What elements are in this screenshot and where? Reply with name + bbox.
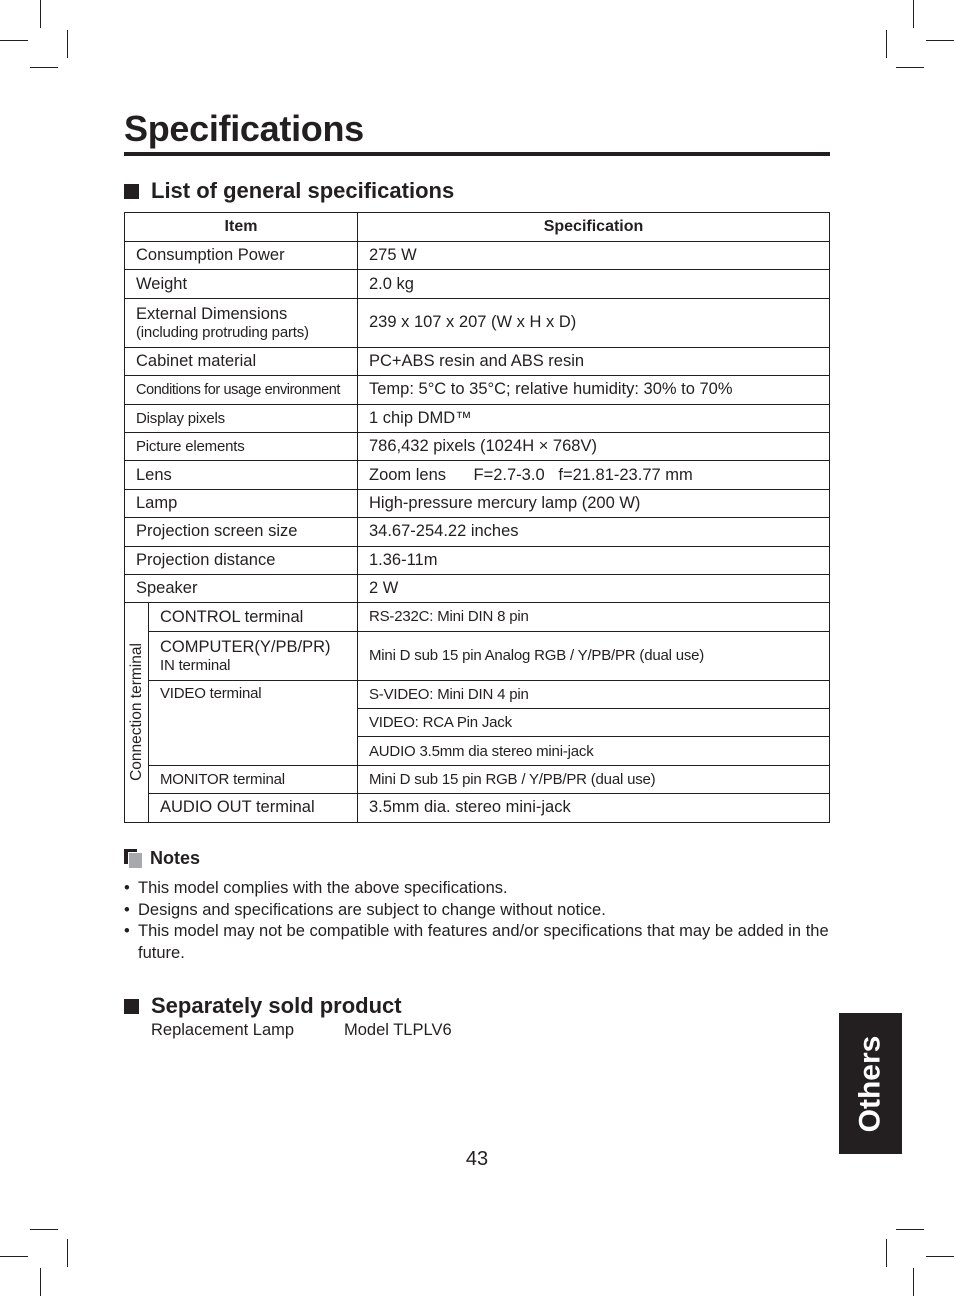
row-spec: S-VIDEO: Mini DIN 4 pin xyxy=(358,680,830,708)
table-row xyxy=(125,461,830,489)
crop-mark xyxy=(896,67,924,68)
crop-mark xyxy=(40,0,41,28)
row-spec: 2.0 kg xyxy=(358,270,830,298)
row-item: Display pixels xyxy=(125,404,358,432)
table-row xyxy=(125,603,830,631)
crop-mark xyxy=(67,1239,68,1267)
side-tab-label: Others xyxy=(853,1035,887,1132)
row-spec: 2 W xyxy=(358,574,830,602)
crop-mark xyxy=(0,1256,28,1257)
row-spec: High-pressure mercury lamp (200 W) xyxy=(358,489,830,517)
row-item: Lamp xyxy=(125,489,358,517)
row-item: Projection distance xyxy=(125,546,358,574)
row-item-cell xyxy=(149,631,358,680)
crop-mark xyxy=(30,67,58,68)
row-spec: 3.5mm dia. stereo mini-jack xyxy=(358,794,830,822)
section-heading-text: List of general specifications xyxy=(151,178,455,203)
side-tab-others xyxy=(839,1013,902,1154)
row-item-cell xyxy=(125,298,358,347)
row-item-sub: IN terminal xyxy=(160,656,231,674)
row-item: Weight xyxy=(125,270,358,298)
row-spec: 786,432 pixels (1024H × 768V) xyxy=(358,432,830,460)
table-row xyxy=(125,546,830,574)
row-spec: RS-232C: Mini DIN 8 pin xyxy=(358,603,830,631)
table-row xyxy=(125,680,830,708)
row-item: Picture elements xyxy=(125,432,358,460)
row-item: COMPUTER(Y/PB/PR) xyxy=(160,637,331,656)
square-bullet-icon xyxy=(124,184,139,199)
column-header-specification: Specification xyxy=(358,213,830,242)
row-spec: 1.36-11m xyxy=(358,546,830,574)
row-item: MONITOR terminal xyxy=(149,765,358,793)
connection-terminal-label: Connection terminal xyxy=(127,643,145,782)
crop-mark xyxy=(886,30,887,58)
title-rule xyxy=(124,152,830,156)
product-model: Model TLPLV6 xyxy=(344,1021,452,1039)
row-item: Speaker xyxy=(125,574,358,602)
crop-mark xyxy=(913,1268,914,1296)
square-bullet-icon xyxy=(124,999,139,1014)
row-spec: Zoom lens F=2.7-3.0 f=21.81-23.77 mm xyxy=(358,461,830,489)
crop-mark xyxy=(896,1229,924,1230)
notes-header xyxy=(124,848,200,869)
crop-mark xyxy=(926,1256,954,1257)
row-item: External Dimensions xyxy=(136,304,288,323)
crop-mark xyxy=(886,1239,887,1267)
row-spec: 34.67-254.22 inches xyxy=(358,518,830,546)
row-item-sub: (including protruding parts) xyxy=(136,323,309,341)
crop-mark xyxy=(913,0,914,28)
table-row xyxy=(125,765,830,793)
row-spec: 1 chip DMD™ xyxy=(358,404,830,432)
column-header-item: Item xyxy=(125,213,358,242)
row-item: Consumption Power xyxy=(125,242,358,270)
row-spec: PC+ABS resin and ABS resin xyxy=(358,347,830,375)
product-name: Replacement Lamp xyxy=(151,1021,295,1039)
list-item: • This model may not be compatible with features and/or specifications that may be added in the future. xyxy=(124,921,834,964)
row-item: AUDIO OUT terminal xyxy=(149,794,358,822)
table-row xyxy=(125,489,830,517)
table-row xyxy=(125,631,830,680)
row-item: VIDEO terminal xyxy=(149,680,358,765)
row-item: CONTROL terminal xyxy=(149,603,358,631)
crop-mark xyxy=(30,1229,58,1230)
table-row xyxy=(125,242,830,270)
row-spec: Temp: 5°C to 35°C; relative humidity: 30% to 70% xyxy=(358,376,830,404)
row-spec: 275 W xyxy=(358,242,830,270)
row-item: Lens xyxy=(125,461,358,489)
table-row xyxy=(125,432,830,460)
table-row xyxy=(125,518,830,546)
crop-mark xyxy=(40,1268,41,1296)
list-item: • Designs and specifications are subject to change without notice. xyxy=(124,900,834,922)
table-row xyxy=(125,298,830,347)
page-number: 43 xyxy=(465,1148,489,1170)
crop-mark xyxy=(926,40,954,41)
row-spec: 239 x 107 x 207 (W x H x D) xyxy=(358,298,830,347)
connection-terminal-group-label xyxy=(125,603,149,822)
table-row xyxy=(125,574,830,602)
table-row xyxy=(125,347,830,375)
section-heading-general-specs xyxy=(124,178,454,204)
row-spec: VIDEO: RCA Pin Jack xyxy=(358,709,830,737)
row-item: Conditions for usage environment xyxy=(125,376,358,404)
table-row xyxy=(125,270,830,298)
crop-mark xyxy=(67,30,68,58)
row-spec: Mini D sub 15 pin Analog RGB / Y/PB/PR (dual use) xyxy=(358,631,830,680)
row-spec: Mini D sub 15 pin RGB / Y/PB/PR (dual use) xyxy=(358,765,830,793)
table-row xyxy=(125,376,830,404)
section-heading-separately-sold xyxy=(124,993,402,1019)
crop-mark xyxy=(0,40,28,41)
table-row xyxy=(125,404,830,432)
notes-label: Notes xyxy=(150,848,201,868)
notes-list xyxy=(124,878,834,964)
table-header-row xyxy=(125,213,830,242)
section-heading-text: Separately sold product xyxy=(151,993,402,1018)
page-title: Specifications xyxy=(124,108,364,149)
separately-sold-product xyxy=(151,1021,452,1040)
specifications-table xyxy=(124,212,830,823)
row-item: Projection screen size xyxy=(125,518,358,546)
row-item: Cabinet material xyxy=(125,347,358,375)
row-spec: AUDIO 3.5mm dia stereo mini-jack xyxy=(358,737,830,765)
notes-icon xyxy=(124,849,144,869)
table-row xyxy=(125,794,830,822)
list-item: • This model complies with the above specifications. xyxy=(124,878,834,900)
